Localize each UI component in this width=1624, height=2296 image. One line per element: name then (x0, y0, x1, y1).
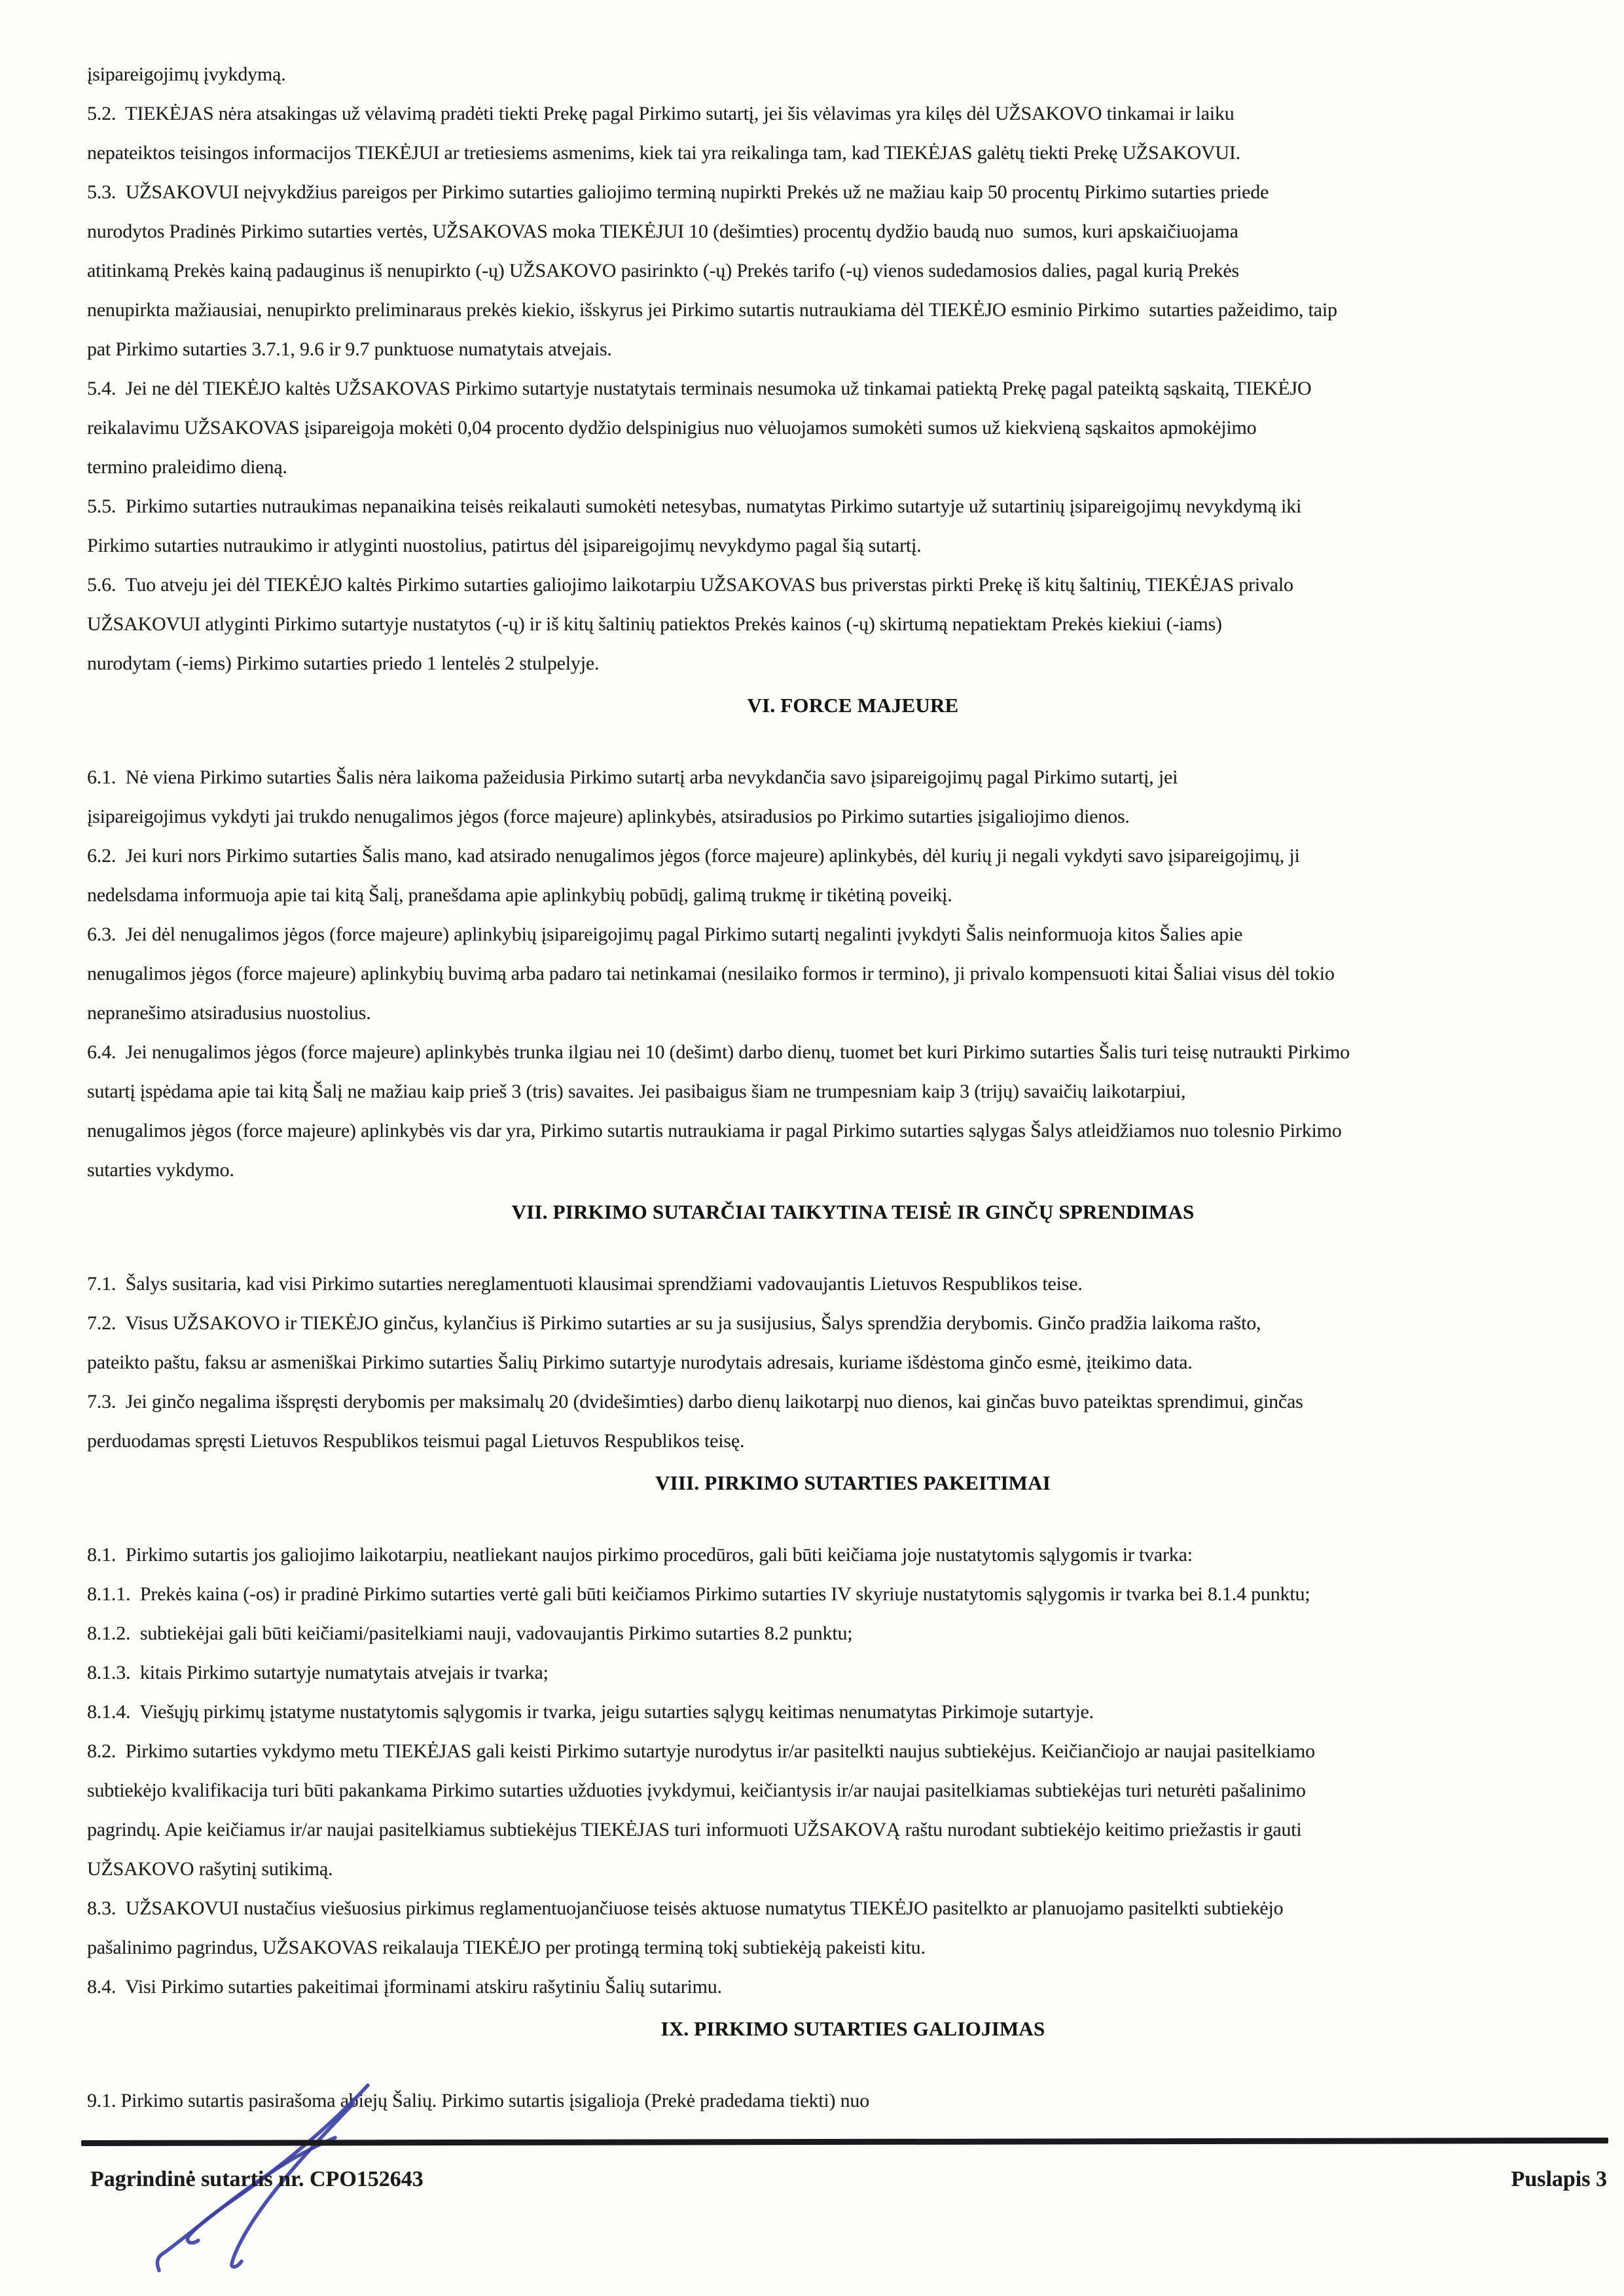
body-line: nenugalimos jėgos (force majeure) aplinkybių buvimą arba padaro tai netinkamai (nesilaiko formos ir termino), ji privalo kompensuoti kitai Šaliai visus dėl tokio (87, 963, 1335, 984)
body-line: 9.1. Pirkimo sutartis pasirašoma abiejų Šalių. Pirkimo sutartis įsigalioja (Prekė pradedama tiekti) nuo (87, 2090, 870, 2111)
body-line: 8.1.1. Prekės kaina (-os) ir pradinė Pirkimo sutarties vertė gali būti keičiamos Pirkimo sutarties IV skyriuje nustatytomis sąlygomis ir tvarka bei 8.1.4 punktu; (87, 1583, 1310, 1605)
body-line: nepateiktos teisingos informacijos TIEKĖJUI ar tretiesiems asmenims, kiek tai yra reikalinga tam, kad TIEKĖJAS galėtų tiekti Prekę UŽSAKOVUI. (87, 142, 1240, 164)
body-line: subtiekėjo kvalifikacija turi būti pakankama Pirkimo sutarties užduoties įvykdymui, keičiantysis ir/ar naujai pasitelkiamas subtiekėjas turi neturėti pašalinimo (87, 1780, 1306, 1801)
body-line: 8.3. UŽSAKOVUI nustačius viešuosius pirkimus reglamentuojančiuose teisės aktuose numatytus TIEKĖJO pasitelkto ar planuojamo pasitelkti subtiekėjo (87, 1897, 1284, 1919)
signature-stroke (157, 2138, 335, 2270)
body-line: nurodytos Pradinės Pirkimo sutarties vertės, UŽSAKOVAS moka TIEKĖJUI 10 (dešimties) procentų dydžio baudą nuo sumos, kuri apskaičiuojama (87, 221, 1238, 242)
body-line: 8.2. Pirkimo sutarties vykdymo metu TIEKĖJAS gali keisti Pirkimo sutartyje nurodytus ir/ar pasitelkti naujus subtiekėjus. Keičiančiojo ar naujai pasitelkiamo (87, 1740, 1315, 1762)
body-line: 6.1. Nė viena Pirkimo sutarties Šalis nėra laikoma pažeidusia Pirkimo sutartį arba nevykdančia savo įsipareigojimų pagal Pirkimo sutartį, jei (87, 766, 1178, 788)
body-line: 5.5. Pirkimo sutarties nutraukimas nepanaikina teisės reikalauti sumokėti netesybas, numatytas Pirkimo sutartyje už sutartinių įsipareigojimų nevykdymą iki (87, 495, 1302, 517)
body-line: 6.2. Jei kuri nors Pirkimo sutarties Šalis mano, kad atsirado nenugalimos jėgos (force majeure) aplinkybės, dėl kurių ji negali vykdyti savo įsipareigojimų, ji (87, 845, 1300, 867)
body-line: sutarties vykdymo. (87, 1159, 234, 1181)
body-line: 8.1.2. subtiekėjai gali būti keičiami/pasitelkiami nauji, vadovaujantis Pirkimo sutarties 8.2 punktu; (87, 1623, 853, 1644)
body-line: Pirkimo sutarties nutraukimo ir atlyginti nuostolius, patirtus dėl įsipareigojimų nevykdymo pagal šią sutartį. (87, 535, 922, 556)
body-line: 7.2. Visus UŽSAKOVO ir TIEKĖJO ginčus, kylančius iš Pirkimo sutarties ar su ja susijusius, Šalys sprendžia derybomis. Ginčo pradžia laikoma rašto, (87, 1312, 1261, 1334)
body-line: 7.3. Jei ginčo negalima išspręsti derybomis per maksimalų 20 (dvidešimties) darbo dienų laikotarpį nuo dienos, kai ginčas buvo pateiktas sprendimui, ginčas (87, 1391, 1303, 1412)
body-line: 8.1.3. kitais Pirkimo sutartyje numatytais atvejais ir tvarka; (87, 1662, 549, 1683)
body-line: nenupirkta mažiausiai, nenupirkto preliminaraus prekės kiekio, išskyrus jei Pirkimo sutartis nutraukiama dėl TIEKĖJO esminio Pirkimo sutarties pažeidimo, taip (87, 299, 1337, 321)
page-footer (90, 2160, 1607, 2199)
body-line: perduodamas spręsti Lietuvos Respublikos teismui pagal Lietuvos Respublikos teisę. (87, 1430, 745, 1452)
section-heading: VI. FORCE MAJEURE (747, 694, 959, 717)
body-line: 5.2. TIEKĖJAS nėra atsakingas už vėlavimą pradėti tiekti Prekę pagal Pirkimo sutartį, jei šis vėlavimas yra kilęs dėl UŽSAKOVO tinkamai ir laiku (87, 103, 1235, 124)
body-line: 7.1. Šalys susitaria, kad visi Pirkimo sutarties nereglamentuoti klausimai sprendžiami vadovaujantis Lietuvos Respublikos teise. (87, 1273, 1083, 1295)
body-line: įsipareigojimus vykdyti jai trukdo nenugalimos jėgos (force majeure) aplinkybės, atsiradusios po Pirkimo sutarties įsigaliojimo dienos. (87, 806, 1130, 827)
contract-body (87, 55, 1619, 2121)
body-line: UŽSAKOVO rašytinį sutikimą. (87, 1858, 333, 1880)
body-line: pagrindų. Apie keičiamus ir/ar naujai pasitelkiamus subtiekėjus TIEKĖJAS turi informuoti UŽSAKOVĄ raštu nurodant subtiekėjo keitimo priežastis ir gauti (87, 1819, 1302, 1840)
body-line: reikalavimu UŽSAKOVAS įsipareigoja mokėti 0,04 procento dydžio delspinigius nuo vėluojamos sumokėti sumos už kiekvieną sąskaitos apmokėjimo (87, 417, 1257, 439)
body-line: nurodytam (-iems) Pirkimo sutarties priedo 1 lentelės 2 stulpelyje. (87, 653, 600, 674)
body-line: 6.4. Jei nenugalimos jėgos (force majeure) aplinkybės trunka ilgiau nei 10 (dešimt) darbo dienų, tuomet bet kuri Pirkimo sutarties Šalis turi teisę nutraukti Pirkimo (87, 1041, 1350, 1063)
body-line: pateikto paštu, faksu ar asmeniškai Pirkimo sutarties Šalių Pirkimo sutartyje nurodytais adresais, kuriame išdėstoma ginčo esmė, įteikimo data. (87, 1352, 1193, 1373)
body-line: termino praleidimo dieną. (87, 456, 287, 478)
body-line: UŽSAKOVUI atlyginti Pirkimo sutartyje nustatytos (-ų) ir iš kitų šaltinių patiektos Prekės kainos (-ų) skirtumą nepatiektam Prekės kiekiui (-iams) (87, 613, 1222, 635)
body-line: 8.1. Pirkimo sutartis jos galiojimo laikotarpiu, neatliekant naujos pirkimo procedūros, gali būti keičiama joje nustatytomis sąlygomis ir tvarka: (87, 1544, 1193, 1566)
body-line: pat Pirkimo sutarties 3.7.1, 9.6 ir 9.7 punktuose numatytais atvejais. (87, 338, 612, 360)
footer-contract-number: Pagrindinė sutartis nr. CPO152643 (90, 2167, 424, 2191)
footer-rule (81, 2138, 1608, 2146)
body-line: 5.6. Tuo atveju jei dėl TIEKĖJO kaltės Pirkimo sutarties galiojimo laikotarpiu UŽSAKOVAS bus priverstas pirkti Prekę iš kitų šaltinių, TIEKĖJAS privalo (87, 574, 1293, 596)
body-line: 8.1.4. Viešųjų pirkimų įstatyme nustatytomis sąlygomis ir tvarka, jeigu sutarties sąlygų keitimas nenumatytas Pirkimoje sutartyje. (87, 1701, 1094, 1723)
body-line: 6.3. Jei dėl nenugalimos jėgos (force majeure) aplinkybių įsipareigojimų pagal Pirkimo sutartį negalinti įvykdyti Šalis neinformuoja kitos Šalies apie (87, 924, 1243, 945)
body-line: 5.4. Jei ne dėl TIEKĖJO kaltės UŽSAKOVAS Pirkimo sutartyje nustatytais terminais nesumoka už tinkamai patiektą Prekę pagal pateiktą sąskaitą, TIEKĖJO (87, 378, 1312, 399)
section-heading: VII. PIRKIMO SUTARČIAI TAIKYTINA TEISĖ IR GINČŲ SPRENDIMAS (511, 1200, 1195, 1223)
body-line: įsipareigojimų įvykdymą. (87, 63, 286, 85)
body-line: atitinkamą Prekės kainą padauginus iš nenupirkto (-ų) UŽSAKOVO pasirinkto (-ų) Prekės tarifo (-ų) vienos sudedamosios dalies, pagal kurią Prekės (87, 260, 1239, 281)
body-line: 5.3. UŽSAKOVUI neįvykdžius pareigos per Pirkimo sutarties galiojimo terminą nupirkti Prekės už ne mažiau kaip 50 procentų Pirkimo sutarties priede (87, 181, 1269, 203)
body-line: 8.4. Visi Pirkimo sutarties pakeitimai įforminami atskiru rašytiniu Šalių sutarimu. (87, 1976, 722, 1998)
section-heading: VIII. PIRKIMO SUTARTIES PAKEITIMAI (655, 1471, 1051, 1494)
body-line: nedelsdama informuoja apie tai kitą Šalį, pranešdama apie aplinkybių pobūdį, galimą trukmę ir tikėtiną poveikį. (87, 884, 952, 906)
footer-page-number: Puslapis 3 (1511, 2167, 1607, 2191)
body-line: pašalinimo pagrindus, UŽSAKOVAS reikalauja TIEKĖJO per protingą terminą tokį subtiekėją pakeisti kitu. (87, 1937, 926, 1958)
body-line: nepranešimo atsiradusius nuostolius. (87, 1002, 371, 1024)
body-line: nenugalimos jėgos (force majeure) aplinkybės vis dar yra, Pirkimo sutartis nutraukiama ir pagal Pirkimo sutarties sąlygas Šalys atleidžiamos nuo tolesnio Pirkimo (87, 1120, 1342, 1141)
body-line: sutartį įspėdama apie tai kitą Šalį ne mažiau kaip prieš 3 (tris) savaites. Jei pasibaigus šiam ne trumpesniam kaip 3 (trijų) savaičių laikotarpiui, (87, 1081, 1186, 1102)
section-heading: IX. PIRKIMO SUTARTIES GALIOJIMAS (660, 2017, 1045, 2040)
